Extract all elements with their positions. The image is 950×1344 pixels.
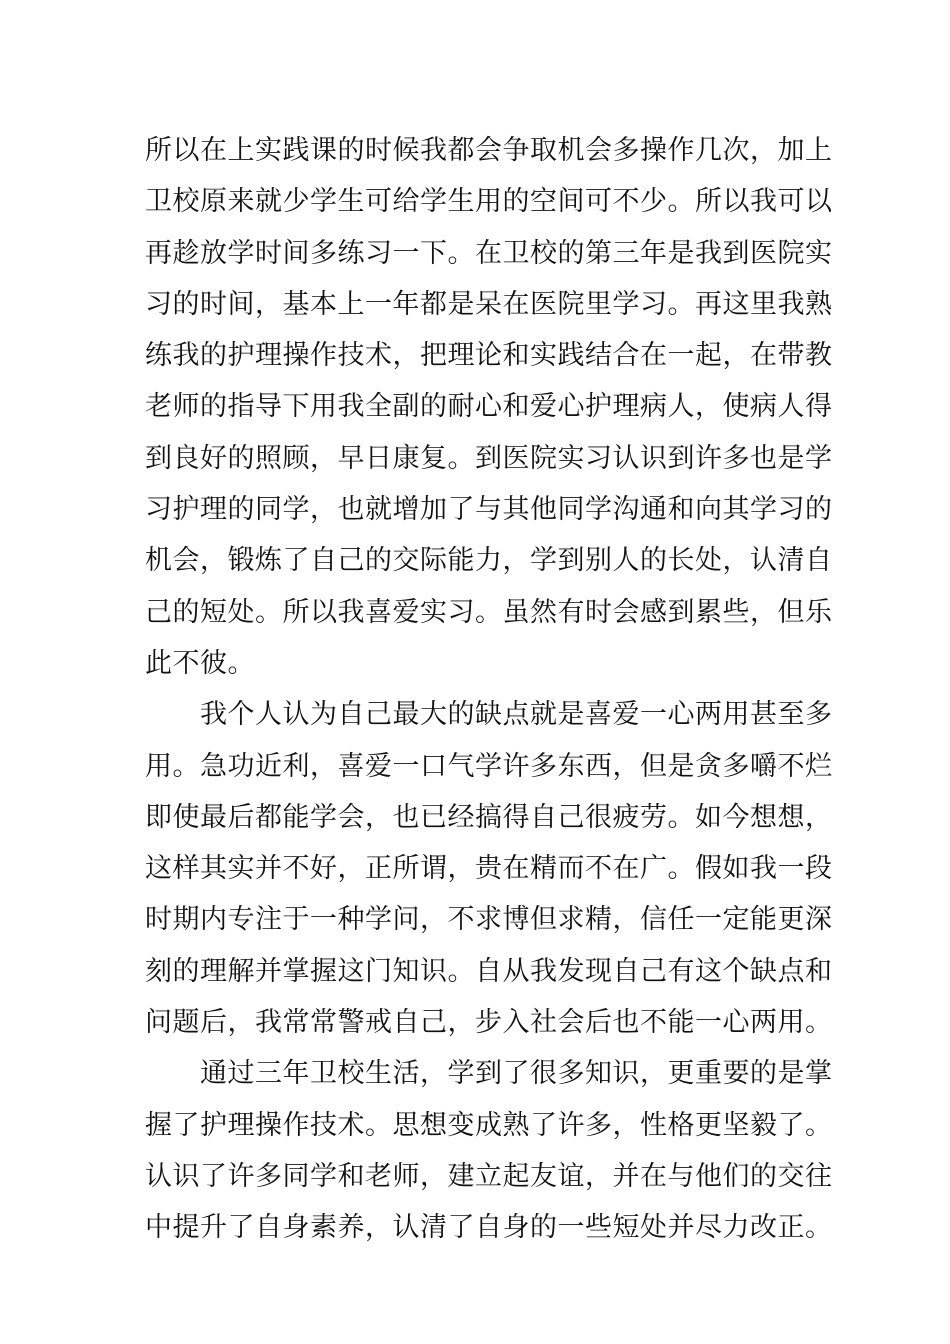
text-line: 所以在上实践课的时候我都会争取机会多操作几次，加上 bbox=[145, 135, 833, 166]
text-line: 习的时间，基本上一年都是呆在医院里学习。再这里我熟 bbox=[145, 288, 833, 320]
text-line: 这样其实并不好，正所谓，贵在精而不在广。假如我一段 bbox=[145, 853, 833, 885]
text-line: 己的短处。所以我喜爱实习。虽然有时会感到累些，但乐 bbox=[145, 596, 833, 628]
text-line: 机会，锻炼了自己的交际能力，学到别人的长处，认清自 bbox=[145, 545, 833, 577]
text-line: 用。急功近利，喜爱一口气学许多东西，但是贪多嚼不烂 bbox=[145, 750, 833, 782]
text-line: 老师的指导下用我全副的耐心和爱心护理病人，使病人得 bbox=[145, 391, 833, 423]
text-line: 中提升了自身素养，认清了自身的一些短处并尽力改正。 bbox=[145, 1212, 833, 1244]
body-text bbox=[145, 125, 833, 1254]
paragraph-first-line: 通过三年卫校生活，学到了很多知识，更重要的是掌 bbox=[200, 1058, 833, 1090]
text-line: 习护理的同学，也就增加了与其他同学沟通和向其学习的 bbox=[145, 494, 833, 526]
text-line: 时期内专注于一种学问，不求博但求精，信任一定能更深 bbox=[145, 904, 833, 936]
text-line: 再趁放学时间多练习一下。在卫校的第三年是我到医院实 bbox=[145, 237, 833, 269]
text-line: 握了护理操作技术。思想变成熟了许多，性格更坚毅了。 bbox=[145, 1109, 833, 1141]
text-line: 卫校原来就少学生可给学生用的空间可不少。所以我可以 bbox=[145, 186, 833, 218]
paragraph-first-line: 我个人认为自己最大的缺点就是喜爱一心两用甚至多 bbox=[200, 699, 833, 731]
text-line: 到良好的照顾，早日康复。到医院实习认识到许多也是学 bbox=[145, 442, 833, 474]
text-line: 此不彼。 bbox=[145, 647, 255, 679]
text-line: 问题后，我常常警戒自己，步入社会后也不能一心两用。 bbox=[145, 1007, 833, 1039]
text-line: 认识了许多同学和老师，建立起友谊，并在与他们的交往 bbox=[145, 1160, 833, 1192]
text-line: 即使最后都能学会，也已经搞得自己很疲劳。如今想想， bbox=[145, 801, 833, 833]
text-line: 练我的护理操作技术，把理论和实践结合在一起，在带教 bbox=[145, 340, 833, 372]
text-line: 刻的理解并掌握这门知识。自从我发现自己有这个缺点和 bbox=[145, 955, 833, 987]
